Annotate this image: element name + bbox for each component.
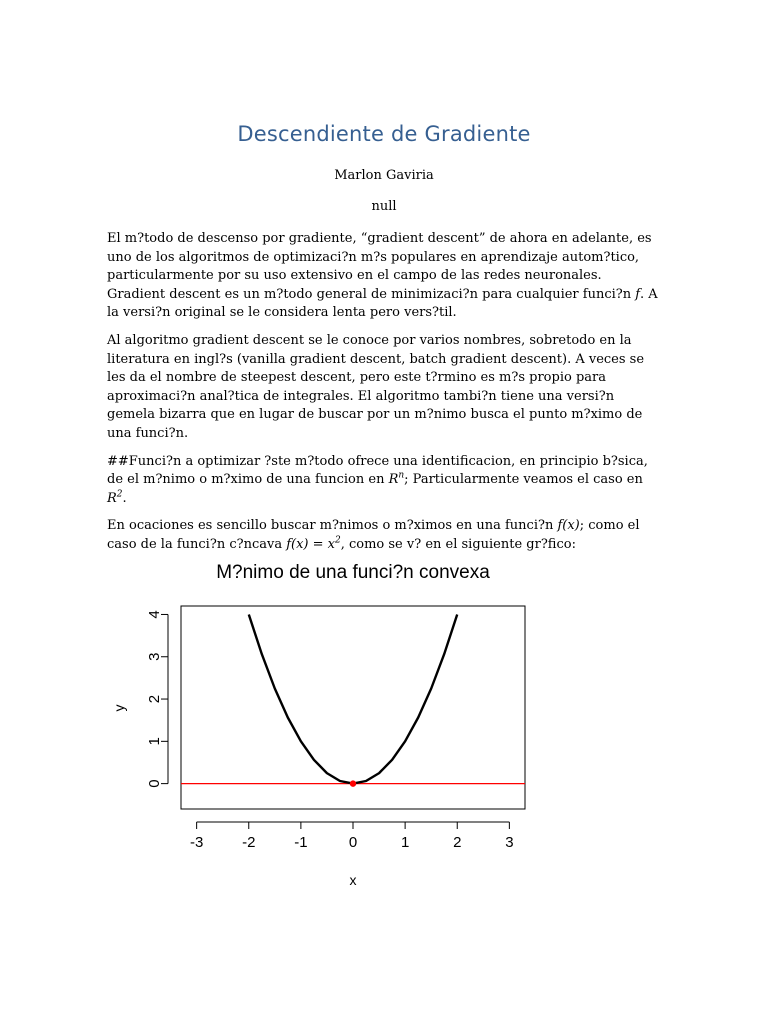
paragraph-text: . A la versi?n original se le considera lenta pero vers?til. [107, 286, 658, 321]
math-superscript: n [398, 470, 405, 481]
y-tick-label: 3 [146, 652, 163, 661]
paragraph-intro [107, 230, 663, 323]
paragraph-function [107, 453, 663, 509]
plot-frame [181, 606, 525, 809]
math-var: R [107, 490, 117, 506]
paragraph-text: ; como el caso de la funci?n c?ncava [107, 518, 640, 552]
x-tick-label: 0 [348, 834, 358, 851]
y-tick-label: 1 [146, 737, 163, 746]
math-superscript: 2 [116, 489, 123, 500]
chart-title: M?nimo de una funci?n convexa [216, 562, 490, 583]
x-tick-label: 3 [505, 834, 514, 851]
paragraph-text: ##Funci?n a optimizar ?ste m?todo ofrece una identificacion, en principio b?sica, de el m?nimo o m?ximo de una funcion en [107, 453, 648, 488]
y-axis-label: y [111, 704, 127, 712]
math-expression: f(x) [557, 518, 580, 534]
parabola-chart [111, 548, 560, 898]
chart-marks [181, 615, 525, 787]
paragraph-text: , como se v? en el siguiente gr?fico: [340, 536, 576, 552]
x-tick-label: -3 [189, 834, 204, 851]
parabola-curve [249, 615, 457, 784]
y-tick-label: 4 [146, 610, 163, 619]
y-tick-label: 0 [146, 779, 163, 788]
x-axis-label: x [349, 872, 357, 888]
x-tick-label: -1 [294, 834, 308, 851]
paragraph-text: ; Particularmente veamos el caso en [404, 472, 643, 488]
paragraph-text: En ocaciones es sencillo buscar m?nimos o m?ximos en una funci?n [107, 518, 558, 534]
x-tick-label: -2 [242, 834, 256, 851]
document-title: Descendiente de Gradiente [237, 122, 531, 146]
minimum-point [350, 780, 356, 786]
chart-axes [146, 610, 514, 851]
math-var: f [635, 286, 641, 302]
paragraph-text: El m?todo de descenso por gradiente, “gradient descent” de ahora en adelante, es uno de los algoritmos de optimizaci?n m?s populares en aprendizaje autom?tico, particularmente por su uso extensivo en el campo de las redes neuronales. Gradient descent es un m?todo general de minimizaci?n para cualquier funci?n [107, 231, 652, 302]
document-body [107, 230, 663, 564]
math-expression: f(x) = x [286, 536, 335, 552]
x-tick-label: 1 [400, 834, 410, 851]
paragraph-names: Al algoritmo gradient descent se le conoce por varios nombres, sobretodo en la literatura en ingl?s (vanilla gradient descent, batch gradient descent). A veces se les da el nombre de steepest descent, pero este t?rmino es m?s propio para aproximaci?n anal?tica de integrales. El algoritmo tambi?n tiene una versi?n gemela bizarra que en lugar de buscar por un m?nimo busca el punto m?ximo de una funci?n. [107, 332, 645, 441]
x-tick-label: 2 [453, 834, 462, 851]
y-tick-label: 2 [146, 694, 163, 704]
document-author: Marlon Gaviria [334, 168, 434, 183]
math-var: R [388, 472, 399, 488]
math-superscript: 2 [334, 535, 341, 546]
document-date: null [371, 199, 397, 214]
paragraph-text: . [122, 490, 127, 506]
